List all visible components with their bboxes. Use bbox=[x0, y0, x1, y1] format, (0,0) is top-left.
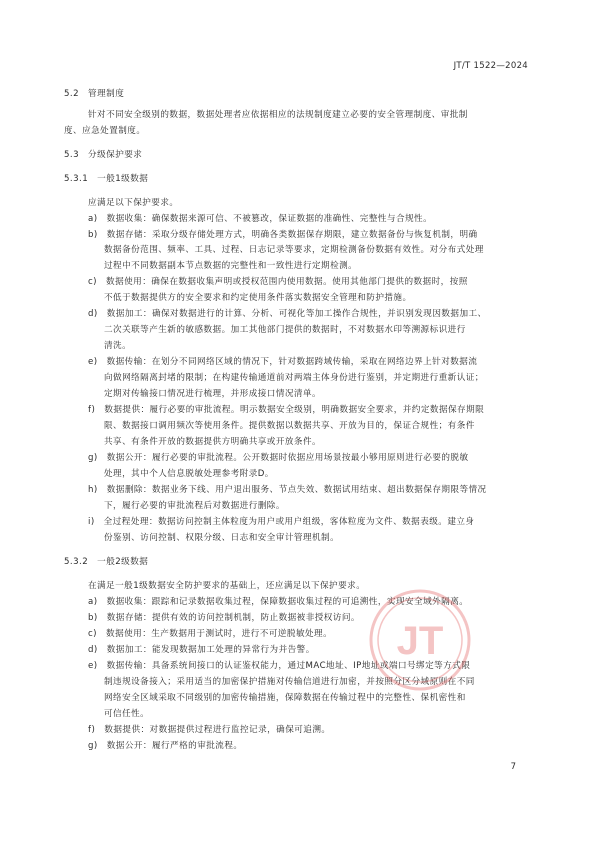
text-line: f) 数据提供：履行必要的审批流程。明示数据安全级别，明确数据安全要求，并约定数据保存期限 bbox=[88, 405, 485, 415]
text-line: d) 数据加工：确保对数据进行的计算、分析、可视化等加工操作合规性，并识别发现因数据加工、 bbox=[88, 309, 487, 319]
text-line: e) 数据传输：在划分不同网络区域的情况下，针对数据跨域传输，采取在网络边界上针对数据流 bbox=[88, 357, 478, 367]
text-line: 度、应急处置制度。 bbox=[64, 126, 146, 136]
text-line: d) 数据加工：能发现数据加工处理的异常行为并告警。 bbox=[88, 645, 315, 655]
text-line: b) 数据存储：提供有效的访问控制机制，防止数据被非授权访问。 bbox=[88, 613, 360, 623]
text-line: 限、数据接口调用频次等使用条件。提供数据以数据共享、开放为目的，保证合规性；有条件 bbox=[104, 421, 475, 431]
text-line: h) 数据删除：数据业务下线、用户退出服务、节点失效、数据试用结束、超出数据保存期限等情况 bbox=[88, 485, 487, 495]
text-line: 不低于数据提供方的安全要求和约定使用条件落实数据安全管理和防护措施。 bbox=[104, 293, 412, 303]
text-line: 定期对传输接口情况进行梳理，并形成接口情况清单。 bbox=[104, 389, 322, 399]
text-line: a) 数据收集：跟踪和记录数据收集过程，保障数据收集过程的可追溯性，实现安全域外隔离。 bbox=[88, 597, 469, 607]
text-line: 处理，其中个人信息脱敏处理参考附录D。 bbox=[104, 469, 274, 479]
standard-number-header: JT/T 1522—2024 bbox=[453, 61, 528, 71]
text-line: g) 数据公开：履行严格的审批流程。 bbox=[88, 741, 243, 751]
page-number: 7 bbox=[510, 762, 516, 772]
text-line: 共享、有条件开放的数据提供方明确共享或开放条件。 bbox=[104, 437, 322, 447]
text-line: 针对不同安全级别的数据，数据处理者应依据相应的法规制度建立必要的安全管理制度、审批制 bbox=[88, 110, 468, 120]
text-line: 5.3.2 一般2级数据 bbox=[64, 557, 149, 567]
text-line: 应满足以下保护要求。 bbox=[88, 198, 179, 208]
text-line: 在满足一般1级数据安全防护要求的基础上，还应满足以下保护要求。 bbox=[88, 581, 366, 591]
text-line: 网络安全区域采取不同级别的加密传输措施，保障数据在传输过程中的完整性、保机密性和 bbox=[104, 693, 466, 703]
text-line: 可信任性。 bbox=[104, 709, 150, 719]
text-line: a) 数据收集：确保数据来源可信、不被篡改，保证数据的准确性、完整性与合规性。 bbox=[88, 214, 433, 224]
text-line: 清洗。 bbox=[104, 341, 132, 351]
text-line: 过程中不同数据副本节点数据的完整性和一致性进行定期检测。 bbox=[104, 261, 358, 271]
text-line: 5.2 管理制度 bbox=[64, 89, 125, 99]
text-line: g) 数据公开：履行必要的审批流程。公开数据时依据应用场景按最小够用原则进行必要的脱敏 bbox=[88, 453, 469, 463]
text-line: 数据备份范围、频率、工具、过程、日志记录等要求，定期检测备份数据有效性。对分布式处理 bbox=[104, 245, 484, 255]
text-line: 制违规设备接入；采用适当的加密保护措施对传输信道进行加密，并按照分区分域原则在不同 bbox=[104, 677, 475, 687]
text-line: 5.3 分级保护要求 bbox=[64, 150, 143, 160]
text-line: c) 数据使用：生产数据用于测试时，进行不可逆脱敏处理。 bbox=[88, 629, 333, 639]
watermark-letters: JT bbox=[396, 619, 444, 663]
text-line: 向做网络隔离封堵的限制；在构建传输通道前对两端主体身份进行鉴别，并定期进行重新认证； bbox=[104, 373, 484, 383]
text-line: 下，履行必要的审批流程后对数据进行删除。 bbox=[104, 501, 285, 511]
text-line: b) 数据存储：采取分级存储处理方式，明确各类数据保存期限，建立数据备份与恢复机制，明确 bbox=[88, 230, 478, 240]
text-line: f) 数据提供：对数据提供过程进行监控记录，确保可追溯。 bbox=[88, 725, 331, 735]
text-line: 份鉴别、访问控制、权限分级、日志和安全审计管理机制。 bbox=[104, 533, 340, 543]
text-line: c) 数据使用：确保在数据收集声明或授权范围内使用数据。使用其他部门提供的数据时，按照 bbox=[88, 277, 468, 287]
text-line: 5.3.1 一般1级数据 bbox=[64, 174, 149, 184]
text-line: e) 数据传输：具备系统间接口的认证鉴权能力，通过MAC地址、IP地址或端口号绑定等方式限 bbox=[88, 661, 471, 671]
text-line: 二次关联等产生新的敏感数据。加工其他部门提供的数据时，不对数据水印等溯源标识进行 bbox=[104, 325, 466, 335]
text-line: i) 全过程处理：数据访问控制主体粒度为用户或用户组级，客体粒度为文件、数据表级。建立身 bbox=[88, 517, 475, 527]
